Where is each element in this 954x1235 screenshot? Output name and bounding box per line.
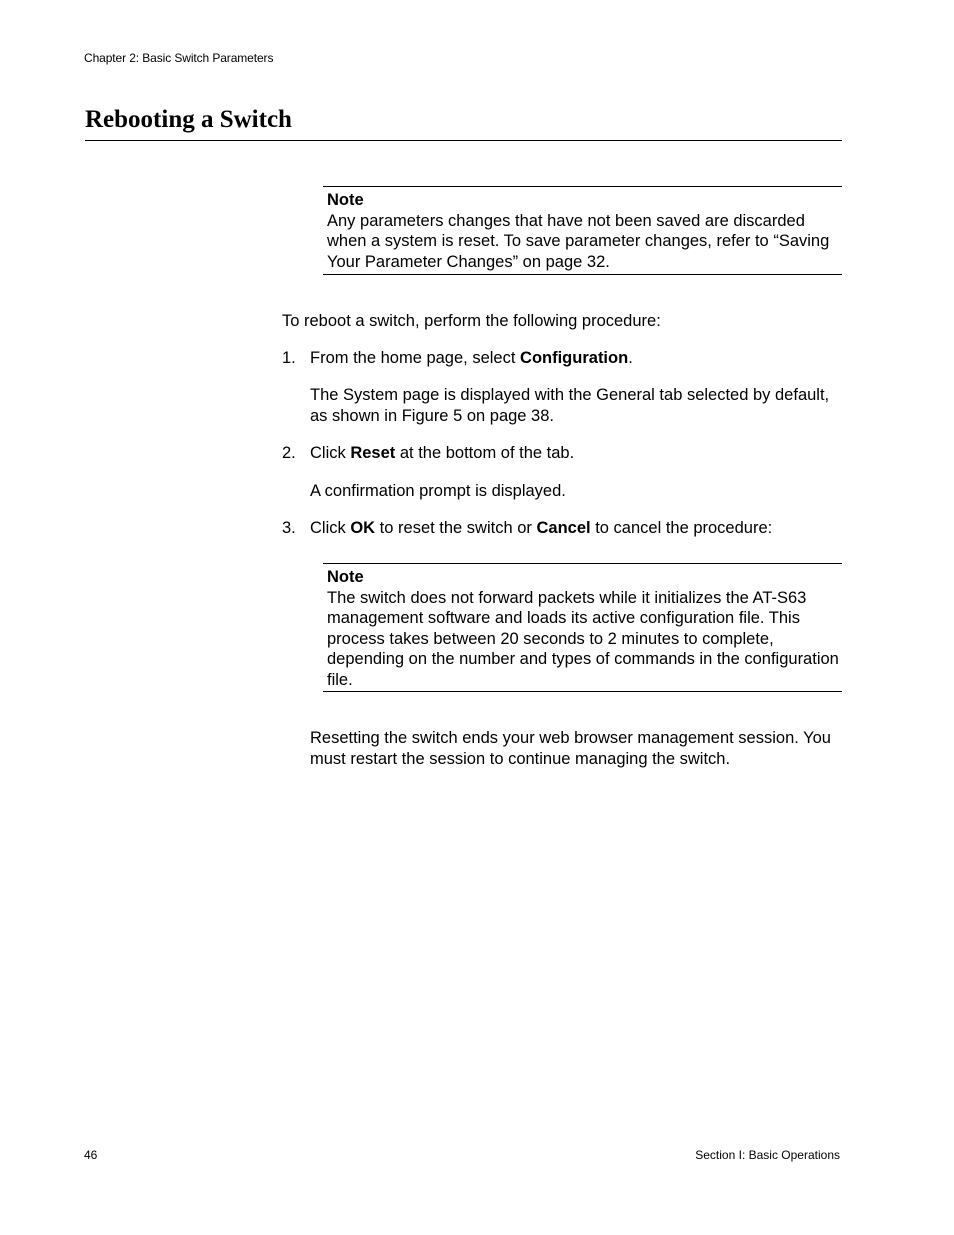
closing-text: Resetting the switch ends your web browser management session. You must restart the session to continue managing the switch. bbox=[310, 729, 831, 768]
step-1-result: The System page is displayed with the General tab selected by default, as shown in Figure 5 on page 38. bbox=[310, 386, 830, 425]
step-number: 3. bbox=[282, 519, 296, 537]
step-2-result: A confirmation prompt is displayed. bbox=[310, 482, 566, 500]
intro-text: To reboot a switch, perform the following procedure: bbox=[282, 312, 661, 330]
step-number: 2. bbox=[282, 444, 296, 462]
step-text: From the home page, select Configuration. bbox=[310, 349, 633, 367]
note-label: Note bbox=[327, 568, 364, 586]
ui-term-ok: OK bbox=[350, 519, 376, 537]
note-label: Note bbox=[327, 191, 364, 209]
note-box bbox=[323, 563, 842, 692]
step-number: 1. bbox=[282, 349, 296, 367]
page-number: 46 bbox=[84, 1148, 98, 1162]
ui-term-reset: Reset bbox=[350, 444, 396, 462]
step-text: Click OK to reset the switch or Cancel to cancel the procedure: bbox=[310, 519, 773, 537]
note-text: Any parameters changes that have not been saved are discarded when a system is reset. To save parameter changes, refer to “Saving Your Parameter Changes” on page 32. bbox=[327, 211, 830, 271]
ui-term-cancel: Cancel bbox=[536, 519, 591, 537]
ui-term-configuration: Configuration bbox=[520, 349, 629, 367]
running-footer: Section I: Basic Operations bbox=[695, 1148, 840, 1162]
title-rule bbox=[85, 140, 842, 141]
page-title: Rebooting a Switch bbox=[85, 106, 292, 133]
note-box bbox=[323, 186, 842, 275]
running-header: Chapter 2: Basic Switch Parameters bbox=[84, 51, 274, 65]
note-text: The switch does not forward packets while it initializes the AT-S63 management software and loads its active configuration file. This process takes between 20 seconds to 2 minutes to complete, depending on the number and types of commands in the configuration file. bbox=[327, 588, 839, 689]
step-text: Click Reset at the bottom of the tab. bbox=[310, 444, 575, 462]
